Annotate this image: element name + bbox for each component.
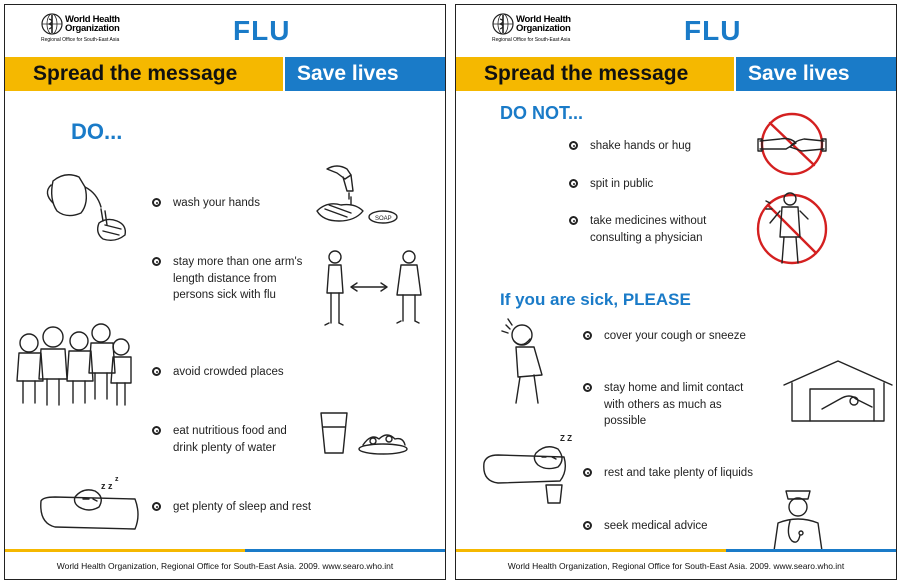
svg-text:z z: z z xyxy=(101,481,113,491)
who-region: Regional Office for South-East Asia xyxy=(492,37,571,43)
do-item-wash: wash your hands xyxy=(173,197,260,209)
sick-item-stay-home: stay home and limit contact with others as much as possible xyxy=(604,382,744,427)
poster-title: FLU xyxy=(684,15,742,46)
do-heading: DO... xyxy=(71,119,123,144)
food-water-icon xyxy=(317,409,409,457)
do-not-heading: DO NOT... xyxy=(500,103,584,123)
handwashing-icon xyxy=(307,161,407,231)
poster-do xyxy=(4,4,446,580)
sneeze-icon xyxy=(500,317,554,407)
who-emblem-icon xyxy=(41,13,63,35)
bullet xyxy=(583,468,592,477)
house-icon xyxy=(782,359,896,425)
bullet xyxy=(569,179,578,188)
distance-icon xyxy=(323,249,429,329)
do-item-distance: stay more than one arm's length distance from persons sick with flu xyxy=(173,256,303,301)
who-logo xyxy=(41,13,141,45)
do-not-item-spit: spit in public xyxy=(590,178,654,190)
no-spitting-icon xyxy=(756,189,828,269)
bullet xyxy=(583,383,592,392)
svg-text:Z Z: Z Z xyxy=(560,434,572,443)
do-item-crowds: avoid crowded places xyxy=(173,366,284,378)
banner-right-text: Save lives xyxy=(297,62,399,85)
banner-left-text: Spread the message xyxy=(484,62,689,85)
footer-line-blue xyxy=(245,549,445,552)
sleep-icon xyxy=(35,475,145,535)
footer-line-yellow xyxy=(456,549,726,552)
doctor-icon xyxy=(768,485,830,555)
bullet xyxy=(583,521,592,530)
banner-left-text: Spread the message xyxy=(33,62,238,85)
do-not-item-handshake: shake hands or hug xyxy=(590,140,692,152)
who-emblem-icon xyxy=(492,13,514,35)
poster-do-not xyxy=(455,4,897,580)
banner-right xyxy=(736,57,896,91)
sick-heading: If you are sick, PLEASE xyxy=(500,290,691,309)
do-not-item-medicine: take medicines without consulting a physician xyxy=(590,215,707,244)
banner-right xyxy=(285,57,445,91)
who-region: Regional Office for South-East Asia xyxy=(41,37,120,43)
footer-line-blue xyxy=(726,549,896,552)
no-handshake-icon xyxy=(756,111,828,177)
footer-text: World Health Organization, Regional Office for South-East Asia. 2009. www.searo.who.int xyxy=(56,561,394,571)
banner-left xyxy=(456,57,734,91)
bullet xyxy=(152,426,161,435)
banner-left xyxy=(5,57,283,91)
crowd-icon xyxy=(13,319,133,411)
bullet xyxy=(152,257,161,266)
who-logo xyxy=(492,13,592,45)
rest-icon xyxy=(482,427,582,507)
bullet xyxy=(569,216,578,225)
sick-item-rest: rest and take plenty of liquids xyxy=(604,467,753,479)
sick-item-cough: cover your cough or sneeze xyxy=(604,330,746,342)
poster-title: FLU xyxy=(233,15,291,46)
bullet xyxy=(152,502,161,511)
bullet xyxy=(583,331,592,340)
bullet xyxy=(152,198,161,207)
handwashing-jug-icon xyxy=(45,163,135,248)
banner xyxy=(456,57,896,91)
who-name: World Health Organization xyxy=(516,14,571,34)
banner xyxy=(5,57,445,91)
bullet xyxy=(152,367,161,376)
sick-item-doctor: seek medical advice xyxy=(604,520,708,532)
svg-text:z: z xyxy=(115,476,119,483)
do-item-sleep: get plenty of sleep and rest xyxy=(173,501,312,513)
footer-line-yellow xyxy=(5,549,245,552)
who-name: World Health Organization xyxy=(65,14,120,34)
banner-right-text: Save lives xyxy=(748,62,850,85)
bullet xyxy=(569,141,578,150)
do-item-food: eat nutritious food and drink plenty of water xyxy=(173,425,287,454)
svg-text:SOAP: SOAP xyxy=(375,216,392,222)
footer-text: World Health Organization, Regional Office for South-East Asia. 2009. www.searo.who.int xyxy=(507,561,845,571)
